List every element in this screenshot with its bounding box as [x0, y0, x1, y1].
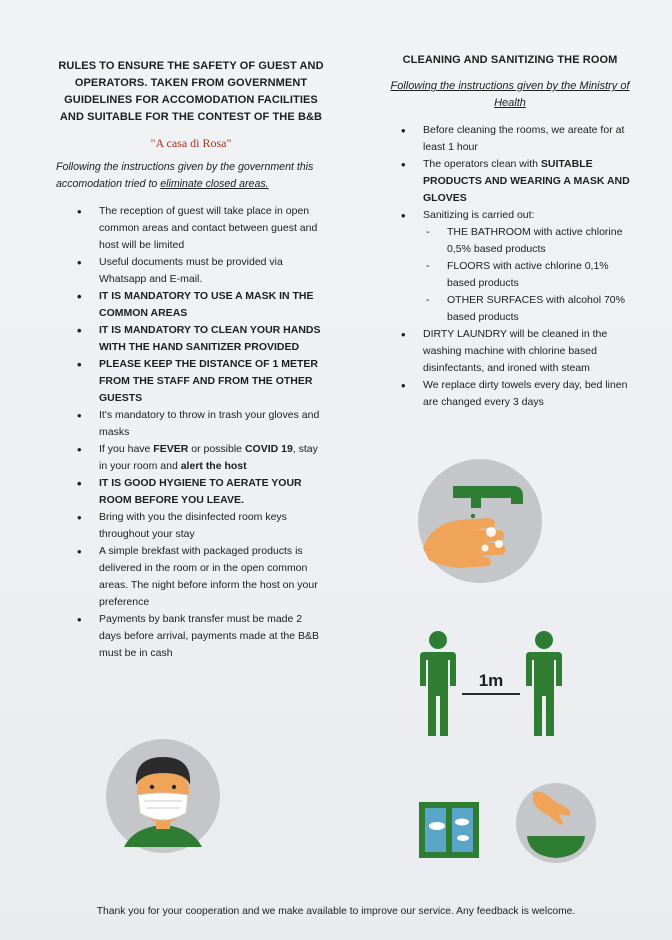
- list-item: • Payments by bank transfer must be made 2 days before arrival, payments made at the B&B must be in cash: [56, 611, 326, 662]
- list-item: • If you have FEVER or possible COVID 19, stay in your room and alert the host: [56, 441, 326, 475]
- cleaning-column: [385, 52, 635, 411]
- social-distance-icon: [412, 630, 572, 740]
- bnb-name: "A casa di Rosa": [150, 136, 232, 150]
- trash-disposal-icon: [513, 780, 599, 866]
- face-mask-icon: [104, 737, 222, 855]
- list-item: • We replace dirty towels every day, bed linen are changed every 3 days: [385, 377, 635, 411]
- window-aeration-icon: [417, 800, 481, 860]
- guest-rules-column: [56, 58, 326, 662]
- list-item: • It's mandatory to throw in trash your gloves and masks: [56, 407, 326, 441]
- list-item: - OTHER SURFACES with alcohol 70% based products: [423, 292, 635, 326]
- hand-washing-icon: [415, 456, 545, 586]
- list-item: • IT IS GOOD HYGIENE TO AERATE YOUR ROOM BEFORE YOU LEAVE.: [56, 475, 326, 509]
- cleaning-list: [385, 122, 635, 411]
- sanitizing-sublist: [423, 224, 635, 326]
- cleaning-heading: CLEANING AND SANITIZING THE ROOM: [402, 54, 618, 66]
- intro-text: Following the instructions given by the government this accomodation tried to eliminate closed areas.: [56, 161, 314, 190]
- list-item: • IT IS MANDATORY TO USE A MASK IN THE COMMON AREAS: [56, 288, 326, 322]
- list-item: - FLOORS with active chlorine 0,1% based products: [423, 258, 635, 292]
- guest-rules-heading: RULES TO ENSURE THE SAFETY OF GUEST AND OPERATORS. TAKEN FROM GOVERNMENT GUIDELINES FOR ACCOMODATION FACILITIES AND SUITABLE FOR THE CONTEST OF THE B&B: [58, 60, 324, 123]
- list-item: • IT IS MANDATORY TO CLEAN YOUR HANDS WITH THE HAND SANITIZER PROVIDED: [56, 322, 326, 356]
- footer-note: Thank you for your cooperation and we make available to improve our service. Any feedback is welcome.: [96, 906, 576, 917]
- list-item: • Useful documents must be provided via Whatsapp and E-mail.: [56, 254, 326, 288]
- list-item: • DIRTY LAUNDRY will be cleaned in the washing machine with chlorine based disinfectants, and ironed with steam: [385, 326, 635, 377]
- list-item: • Sanitizing is carried out: - THE BATHROOM with active chlorine 0,5% based products - FLOORS with active chlorine 0,1% based products - OTHER SURFACES with alcohol 70% based products: [385, 207, 635, 326]
- list-item: - THE BATHROOM with active chlorine 0,5% based products: [423, 224, 635, 258]
- guest-rules-list: [56, 203, 326, 662]
- list-item: • PLEASE KEEP THE DISTANCE OF 1 METER FROM THE STAFF AND FROM THE OTHER GUESTS: [56, 356, 326, 407]
- list-item: • Before cleaning the rooms, we areate for at least 1 hour: [385, 122, 635, 156]
- ministry-subtitle: Following the instructions given by the Ministry of Health: [390, 80, 630, 109]
- list-item: • Bring with you the disinfected room keys throughout your stay: [56, 509, 326, 543]
- list-item: • The operators clean with SUITABLE PRODUCTS AND WEARING A MASK AND GLOVES: [385, 156, 635, 207]
- list-item: • The reception of guest will take place in open common areas and contact between guest and host will be limited: [56, 203, 326, 254]
- list-item: • A simple brekfast with packaged products is delivered in the room or in the open common areas. The night before inform the host on your preference: [56, 543, 326, 611]
- distance-label: 1m: [478, 671, 504, 690]
